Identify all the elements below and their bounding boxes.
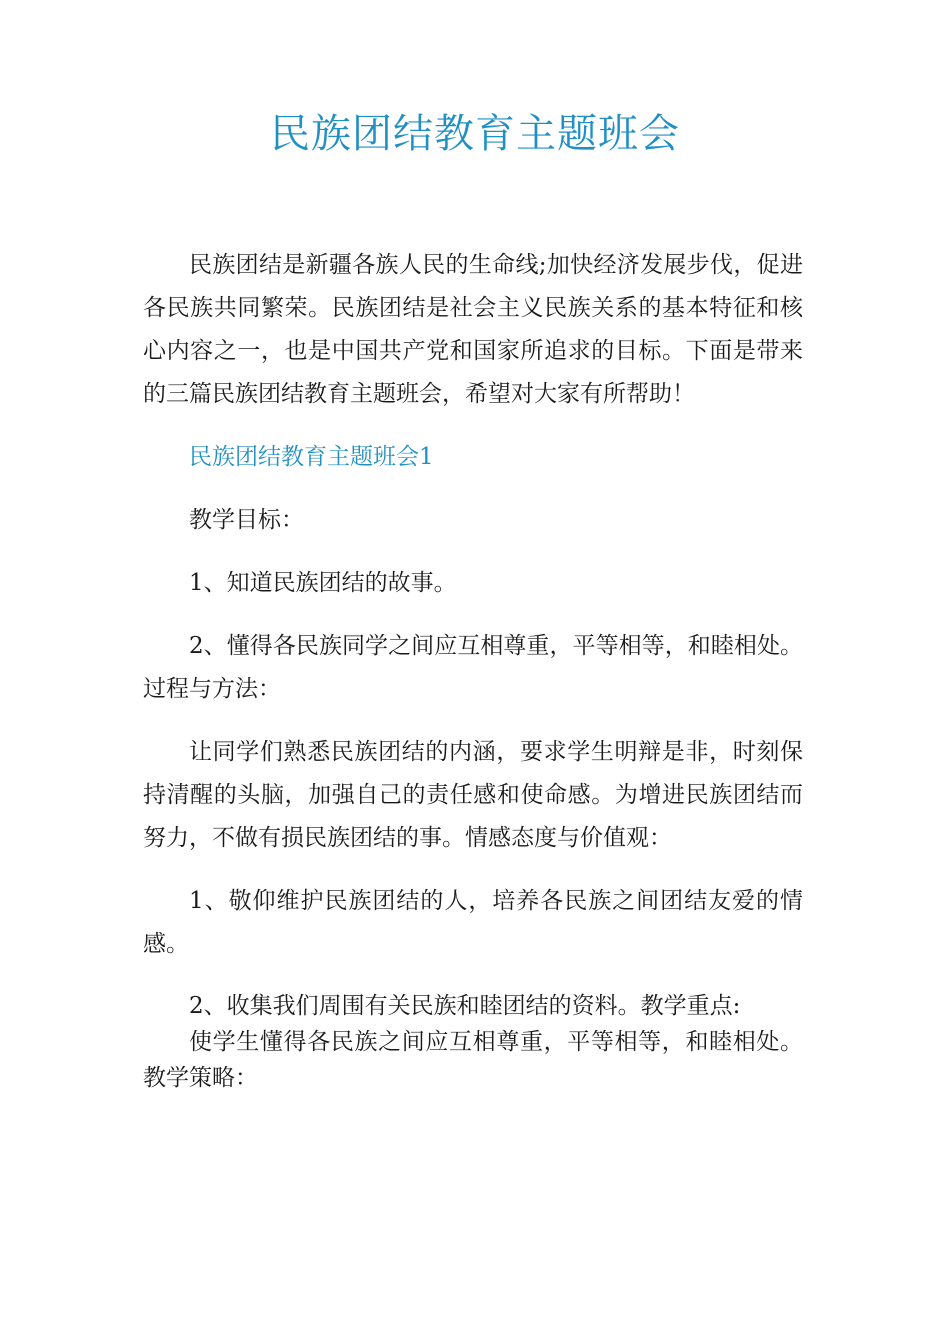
document-body: [143, 244, 803, 1096]
emotion-item-2: 2、收集我们周围有关民族和睦团结的资料。教学重点:: [189, 993, 741, 1019]
goal-item-2: 2、懂得各民族同学之间应互相尊重，平等相等，和睦相处。过程与方法：: [143, 633, 803, 702]
key-point-paragraph: 使学生懂得各民族之间应互相尊重，平等相等，和睦相处。教学策略：: [143, 1029, 803, 1091]
process-paragraph: 让同学们熟悉民族团结的内涵，要求学生明辩是非，时刻保持清醒的头脑，加强自己的责任感和使命感。为增进民族团结而努力，不做有损民族团结的事。情感态度与价值观：: [143, 739, 803, 851]
goal-item-1: 1、知道民族团结的故事。: [189, 570, 457, 596]
section-heading: 民族团结教育主题班会1: [189, 444, 434, 470]
intro-paragraph: 民族团结是新疆各族人民的生命线;加快经济发展步伐，促进各民族共同繁荣。民族团结是社会主义民族关系的基本特征和核心内容之一，也是中国共产党和国家所追求的目标。下面是带来的三篇民族团结教育主题班会，希望对大家有所帮助！: [143, 252, 803, 407]
document-title: 民族团结教育主题班会: [270, 111, 680, 157]
emotion-item-1: 1、敬仰维护民族团结的人，培养各民族之间团结友爱的情感。: [143, 888, 803, 957]
goal-label: 教学目标：: [189, 507, 304, 533]
